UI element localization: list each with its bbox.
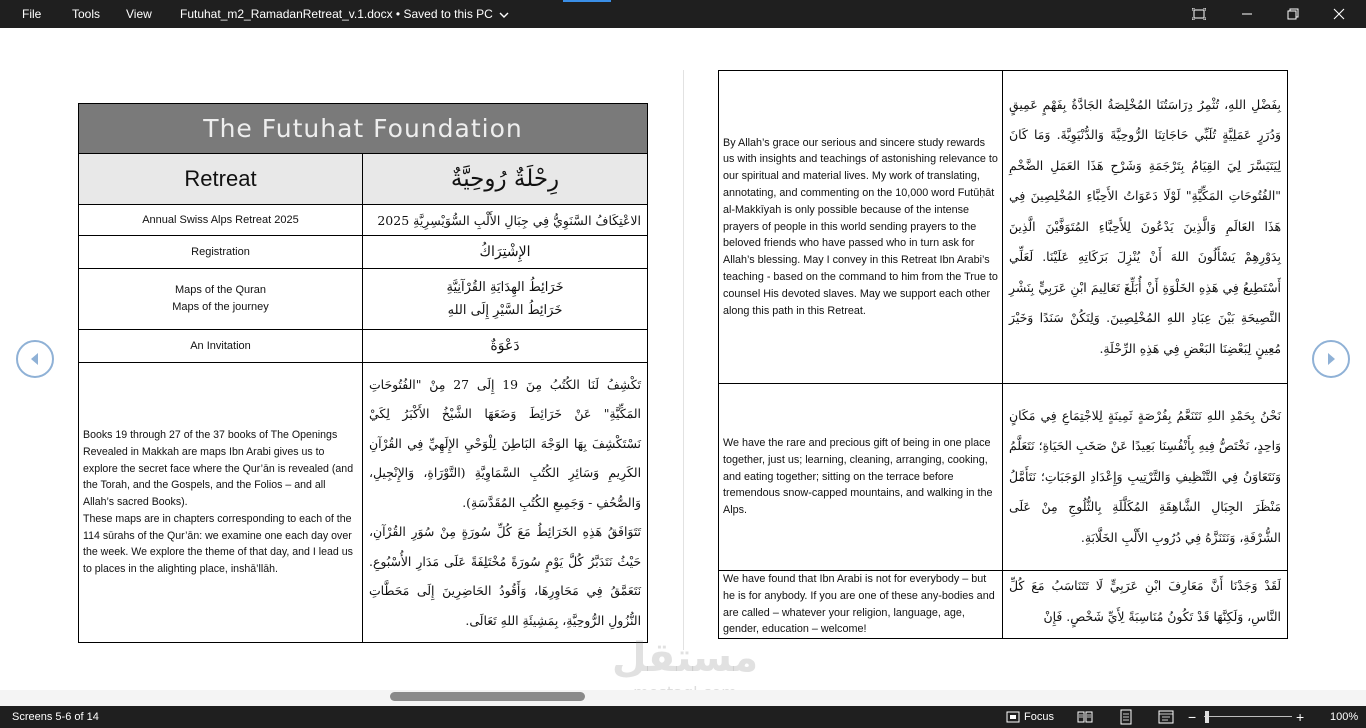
fit-window-button[interactable]	[1176, 0, 1222, 28]
close-icon	[1333, 8, 1345, 20]
banner-row	[79, 104, 648, 154]
title-bar	[0, 0, 1366, 28]
close-button[interactable]	[1316, 0, 1362, 28]
zoom-slider[interactable]	[1204, 716, 1292, 717]
table-row	[79, 330, 648, 363]
page-separator	[683, 70, 684, 650]
document-title-button[interactable]	[180, 0, 510, 28]
chevron-left-icon	[27, 351, 43, 367]
invitation-body-ar	[363, 363, 648, 643]
left-page-table	[78, 103, 648, 643]
retreat-title-ar: الاعْتِكَافُ السَّنَوِيُّ فِي جِبَالِ الأَلْبِ السُّوَيْسِرِيَّةِ 2025	[363, 205, 648, 236]
menu-file[interactable]: File	[22, 7, 42, 21]
table-row	[719, 71, 1288, 384]
blessing-ar: بِفَضْلِ اللهِ، تُثْمِرُ دِرَاسَتُنَا المُخْلِصَةُ الجَادَّةُ بِفَهْمٍ عَمِيقٍ وَدُرَرٍ عَمَلِيَّةٍ تُلَبِّي حَاجَاتِنَا الرُّوحِيَّةَ وَالدُّنْيَوِيَّةَ. وَمَا كَانَ لِيَتَيَسَّرَ لِيَ القِيَامُ بِتَرْجَمَةِ وَشَرْحِ هَذَا العَمَلِ الضَّخْمِ "الفُتُوحَاتِ المَكِّيَّةِ" لَوْلَا دَعَوَاتُ الأَحِبَّاءِ المُخْلِصِينَ فِي هَذَا العَالَمِ وَالَّذِينَ يَدْعُونَ لِلأَحِبَّاءِ المُتَوَفَّيْنَ الَّذِينَ بِدَوْرِهِمْ يَسْأَلُونَ اللهَ أَنْ يُنْزِلَ بَرَكَاتِهِ عَلَيْنَا. لَعَلِّي أَسْتَطِيعُ فِي هَذِهِ الخَلْوَةِ أَنْ أُبَلِّغَ تَعَالِيمَ ابْنِ عَرَبِيٍّ بِنَشْرِ النَّصِيحَةِ بَيْنَ عِبَادِ اللهِ المُخْلِصِينَ. وَلِنَكُنْ سَنَدًا وَخَيْرَ مُعِينٍ لِبَعْضِنَا البَعْضِ فِي هَذِهِ الرِّحْلَةِ.	[1003, 71, 1288, 384]
document-title: Futuhat_m2_RamadanRetreat_v.1.docx	[180, 7, 393, 21]
focus-button[interactable]	[1006, 706, 1062, 728]
table-row	[719, 571, 1288, 639]
foundation-banner: The Futuhat Foundation	[79, 104, 648, 154]
maps-ar-line1: خَرَائِطُ الهِدَايَةِ القُرْآنِيَّةِ	[446, 280, 564, 295]
right-page-table	[718, 70, 1288, 639]
welcome-en: We have found that Ibn Arabi is not for everybody – but he is for anybody. If you are one of these any-bodies and are called – whatever your religion, language, age, gender, education – welcome!	[719, 571, 1003, 639]
status-bar	[0, 706, 1366, 728]
minimize-button[interactable]	[1224, 0, 1270, 28]
heading-ar: رِحْلَةٌ رُوحِيَّةٌ	[363, 154, 648, 205]
maps-ar	[363, 269, 648, 330]
page-icon	[1118, 709, 1134, 725]
invitation-en: An Invitation	[79, 330, 363, 363]
maps-en	[79, 269, 363, 330]
restore-icon	[1287, 8, 1299, 20]
title-separator: •	[395, 7, 404, 21]
invitation-body-ar-p2: تَتَوَافَقُ هَذِهِ الخَرَائِطُ مَعَ كُلِّ سُورَةٍ مِنْ سُوَرِ القُرْآنِ، حَيْثُ نَتَدَبَّرُ كُلَّ يَوْمٍ سُورَةً مُخْتَلِفَةً عَلَى مَدَارِ الأُسْبُوعِ. نَتَعَمَّقُ فِي مَحَاوِرِهَا، وَأَقُودُ الحَاضِرِينَ إِلَى مَحَطَّاتِ النُّزُولِ الرُّوحِيَّةِ، بِمَشِيئَةِ اللهِ تَعَالَى.	[369, 524, 642, 628]
heading-row	[79, 154, 648, 205]
invitation-body-ar-p1: تَكْشِفُ لَنَا الكُتُبُ مِنَ 19 إِلَى 27 مِنْ "الفُتُوحَاتِ المَكِّيَّةِ" عَنْ خَرَائِطَ وَضَعَهَا الشَّيْخُ الأَكْبَرُ لِكَيْ نَسْتَكْشِفَ بِهَا الوَجْهَ البَاطِنَ لِلْوَحْيِ الإِلَهِيِّ فِي القُرْآنِ الكَرِيمِ وَسَائِرِ الكُتُبِ السَّمَاوِيَّةِ (التَّوْرَاةِ، وَالإِنْجِيلِ، وَالصُّحُفِ - وَجَمِيعِ الكُتُبِ المُقَدَّسَةِ).	[369, 376, 642, 510]
zoom-level[interactable]: 100%	[1330, 711, 1359, 723]
next-page-button[interactable]	[1312, 340, 1350, 378]
invitation-body-en-p2: These maps are in chapters corresponding to each of the 114 sūrahs of the Qur’ān: we examine one each day over the week. We explore the theme of that day, and I lead us to places in the alighting place, inshā’llāh.	[83, 512, 353, 576]
maps-en-line1: Maps of the Quran	[174, 284, 267, 296]
focus-icon	[1006, 711, 1020, 723]
chevron-right-icon	[1323, 351, 1339, 367]
print-layout-button[interactable]	[1118, 709, 1134, 725]
blessing-en: By Allah’s grace our serious and sincere study rewards us with insights and teachings of astonishing relevance to our spiritual and material lives. My work of translating, annotating, and commenting on the 10,000 word Futūḥāt al-Makkīyah is only possible because of the intense prayers of people in this world sending prayers to the beloved friends who have passed who in turn ask for Allah’s blessing. May I convey in this Retreat Ibn Arabi’s teaching - based on the command to him from the True to counsel His devoted slaves. May we support each other along this path in this Retreat.	[719, 71, 1003, 384]
invitation-body-en	[79, 363, 363, 643]
heading-en: Retreat	[79, 154, 363, 205]
zoom-in-icon[interactable]: +	[1296, 709, 1305, 725]
previous-page-button[interactable]	[16, 340, 54, 378]
zoom-slider-thumb[interactable]	[1205, 711, 1209, 723]
gift-ar: نَحْنُ بِحَمْدِ اللهِ نَتَنَعَّمُ بِفُرْصَةٍ ثَمِينَةٍ لِلاجْتِمَاعِ فِي مَكَانٍ وَاحِدٍ، نَخْتَصُّ فِيهِ بِأَنْفُسِنَا بَعِيدًا عَنْ صَخَبِ الحَيَاةِ؛ نَتَعَلَّمُ وَنَتَعَاوَنُ فِي التَّنْظِيفِ وَالتَّرْتِيبِ وَإِعْدَادِ الوَجَبَاتِ؛ نَتَأَمَّلُ مَنْظَرَ الجِبَالِ الشَّاهِقَةِ المُكَلَّلَةِ بِالثُّلُوجِ مِنْ عَلَى الشُّرْفَةِ، وَنَتَنَزَّهُ فِي دُرُوبِ الأَلْبِ الخَلَّابَةِ.	[1003, 384, 1288, 571]
fit-window-icon	[1192, 8, 1206, 20]
invitation-body-en-p1: Books 19 through 27 of the 37 books of The Openings Revealed in Makkah are maps Ibn Arabi gives us to explore the secret face where the Qur’ān is revealed (and the Torah, and the Gospels, and the Folios – and all Allah’s sacred Books).	[83, 428, 354, 509]
book-icon	[1077, 709, 1093, 725]
table-row	[79, 236, 648, 269]
body-row	[79, 363, 648, 643]
web-layout-icon	[1158, 709, 1174, 725]
menu-tools[interactable]: Tools	[72, 7, 101, 21]
welcome-ar: لَقَدْ وَجَدْنَا أَنَّ مَعَارِفَ ابْنِ عَرَبِيٍّ لَا تَتَنَاسَبُ مَعَ كُلِّ النَّاسِ، وَلَكِنَّهَا قَدْ تَكُونُ مُنَاسِبَةً لِأَيِّ شَخْصٍ. فَإِنْ	[1003, 571, 1288, 639]
maps-en-line2: Maps of the journey	[172, 301, 269, 313]
registration-ar: الإِشْتِرَاكُ	[363, 236, 648, 269]
chevron-down-icon	[498, 10, 510, 20]
restore-button[interactable]	[1270, 0, 1316, 28]
horizontal-scrollbar[interactable]	[0, 690, 1366, 706]
ribbon-accent	[563, 0, 611, 2]
retreat-title-en: Annual Swiss Alps Retreat 2025	[79, 205, 363, 236]
table-row	[79, 205, 648, 236]
minimize-icon	[1241, 8, 1253, 20]
table-row	[719, 384, 1288, 571]
screen-count: Screens 5-6 of 14	[12, 711, 99, 723]
registration-en: Registration	[79, 236, 363, 269]
watermark-arabic: مستقل	[611, 635, 759, 681]
web-layout-button[interactable]	[1158, 709, 1174, 725]
menu-view[interactable]: View	[126, 7, 152, 21]
focus-label: Focus	[1024, 711, 1054, 723]
scrollbar-thumb[interactable]	[390, 692, 585, 701]
table-row	[79, 269, 648, 330]
zoom-out-icon[interactable]: −	[1188, 709, 1197, 725]
maps-ar-line2: خَرَائِطُ السَّيْرِ إِلَى اللهِ	[447, 303, 563, 318]
read-mode-button[interactable]	[1077, 709, 1093, 725]
save-status: Saved to this PC	[403, 7, 493, 21]
invitation-ar: دَعْوَةٌ	[363, 330, 648, 363]
gift-en: We have the rare and precious gift of being in one place together, just us; learning, cleaning, arranging, cooking, and eating together; sitting on the terrace before tremendous snow-capped mountains, and walking in the Alps.	[719, 384, 1003, 571]
